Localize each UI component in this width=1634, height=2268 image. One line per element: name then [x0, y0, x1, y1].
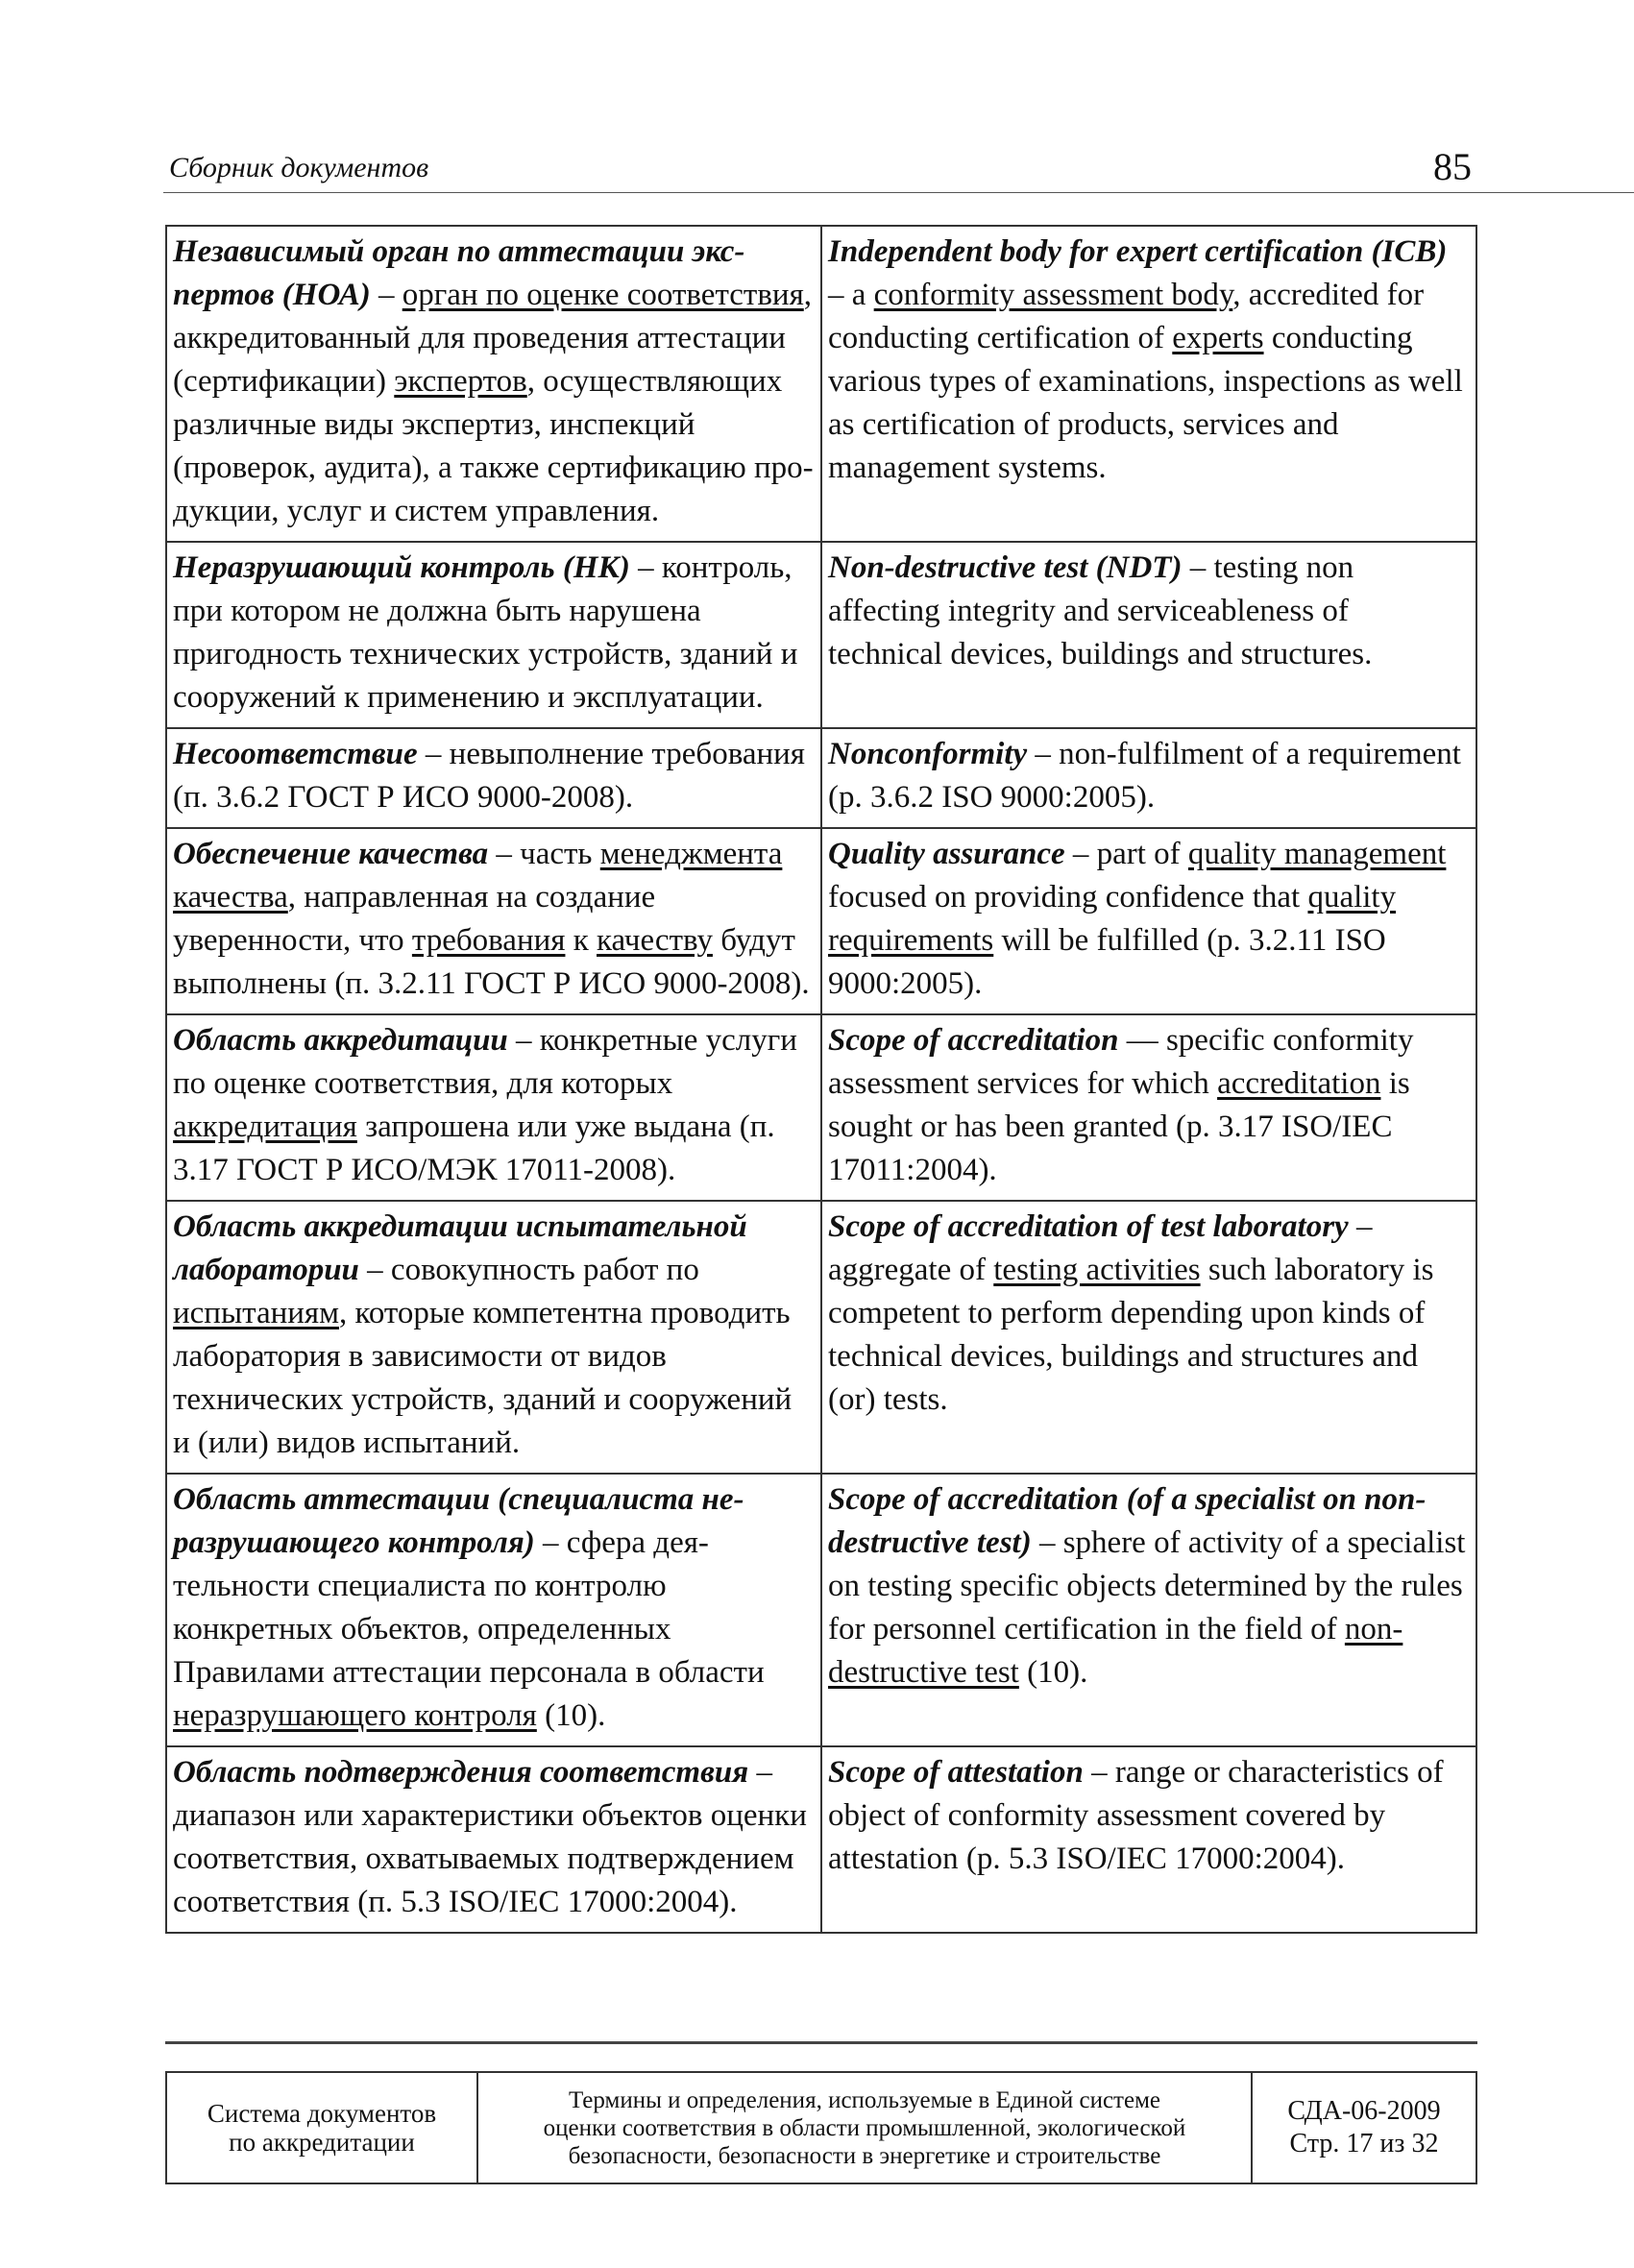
footer-system-line2: по аккредитации: [229, 2128, 415, 2157]
terms-table-body: [166, 226, 1476, 1933]
definition-text: – a: [828, 278, 874, 312]
footer-row: [166, 2072, 1476, 2183]
term-name: Область аттестации (специалиста неразрушающего контроля): [173, 1482, 744, 1560]
definition-text: запрошена или уже выдана (п. 3.17 ГОСТ Р ИСО/МЭК 17011-2008).: [173, 1110, 775, 1187]
term-name: Область подтверждения соответствия: [173, 1755, 749, 1790]
definition-text: – non-fulfilment of a requirement (p. 3.6.2 ISO 9000:2005).: [828, 737, 1461, 815]
english-definition-cell: [821, 1014, 1476, 1201]
term-name: Scope of attestation: [828, 1755, 1084, 1790]
cross-reference-term: орган по оценке соответствия: [402, 278, 804, 312]
definition-text: – sphere of activity of a specialist on testing specific objects determined by the rules for personnel certification in the field of: [828, 1525, 1466, 1646]
term-name: Неразрушающий контроль (НК): [173, 550, 630, 585]
document-footer: [165, 2071, 1477, 2184]
definition-text: , аккредитованный для проведения аттестации (сертификации): [173, 278, 813, 399]
page-header: [163, 144, 1477, 194]
cross-reference-term: testing activities: [993, 1253, 1201, 1287]
term-name: Область аккредитации: [173, 1023, 508, 1058]
english-definition-cell: [821, 1201, 1476, 1474]
footer-title-line3: безопасности, безопасности в энергетике и строительстве: [568, 2142, 1161, 2169]
definition-text: – testing non affecting integrity and serviceableness of technical devices, buildings and structures.: [828, 550, 1373, 671]
cross-reference-term: quality management: [1187, 837, 1447, 871]
term-row: [166, 1201, 1476, 1474]
definition-text: – сфера деятельности специалиста по контролю конкретных объектов, определенных Правилами аттестации персонала в области: [173, 1525, 765, 1690]
definition-text: , направленная на создание уверенности, что: [173, 880, 656, 958]
footer-page-counter: Стр. 17 из 32: [1289, 2129, 1439, 2158]
cross-reference-term: аккредитация: [173, 1110, 357, 1144]
cross-reference-term: quality requirements: [828, 880, 1397, 958]
terms-table: [165, 225, 1477, 1934]
definition-text: such laboratory is competent to perform depending upon kinds of technical devices, buildings and structures and (or) tests.: [828, 1253, 1434, 1417]
footer-document-code: СДА-06-2009: [1287, 2096, 1441, 2126]
footer-system-cell: [166, 2072, 477, 2183]
cross-reference-term: неразрушающего контроля: [173, 1698, 537, 1733]
term-name: Nonconformity: [828, 737, 1028, 771]
cross-reference-term: experts: [1172, 321, 1264, 355]
russian-definition-cell: [166, 1746, 821, 1933]
term-name: Область аккредитации испытательной лаборатории: [173, 1209, 747, 1287]
definition-text: – aggregate of: [828, 1209, 1373, 1287]
russian-definition-cell: [166, 542, 821, 728]
cross-reference-term: требования: [411, 923, 566, 958]
definition-text: – диапазон или характеристики объектов оценки соответствия, охватываемых подтверждением соответствия (п. 5.3 ISO/IEC 17000:2004).: [173, 1755, 807, 1919]
term-row: [166, 1746, 1476, 1933]
page-number: 85: [1433, 145, 1472, 188]
definition-text: к: [565, 923, 597, 958]
definition-text: is sought or has been granted (p. 3.17 ISO/IEC 17011:2004).: [828, 1066, 1410, 1187]
definition-text: – part of: [1064, 837, 1188, 871]
definition-text: будут выполнены (п. 3.2.11 ГОСТ Р ИСО 9000-2008).: [173, 923, 810, 1001]
term-name: Independent body for expert certification (ICB): [828, 234, 1448, 269]
definition-text: — specific conformity assessment services for which: [828, 1023, 1414, 1101]
footer-title-line1: Термины и определения, используемые в Единой системе: [568, 2086, 1160, 2113]
term-name: Scope of accreditation of test laboratory: [828, 1209, 1349, 1244]
definition-text: will be fulfilled (p. 3.2.11 ISO 9000:2005).: [828, 923, 1386, 1001]
cross-reference-term: экспертов: [394, 364, 527, 399]
footer-system-line1: Система документов: [207, 2099, 437, 2128]
footer-separator: [165, 2041, 1477, 2044]
term-row: [166, 728, 1476, 828]
definition-text: (10).: [1018, 1655, 1088, 1690]
term-name: Scope of accreditation: [828, 1023, 1119, 1058]
term-row: [166, 226, 1476, 542]
english-definition-cell: [821, 1746, 1476, 1933]
header-rule: [163, 192, 1634, 193]
russian-definition-cell: [166, 728, 821, 828]
definition-text: (10).: [536, 1698, 606, 1733]
footer-code-cell: [1252, 2072, 1476, 2183]
english-definition-cell: [821, 226, 1476, 542]
english-definition-cell: [821, 1474, 1476, 1746]
definition-text: , осуществляющих различные виды экспертиз, инспекций (проверок, аудита), а также сертификацию продукции, услуг и систем управления.: [173, 364, 814, 528]
russian-definition-cell: [166, 1474, 821, 1746]
definition-text: , которые компетентна проводить лаборатория в зависимости от видов технических устройств, зданий и сооружений и (или) видов испытаний.: [173, 1296, 793, 1460]
cross-reference-term: conformity assessment body: [873, 278, 1233, 312]
definition-text: – совокупность работ по: [358, 1253, 699, 1287]
term-row: [166, 828, 1476, 1014]
term-name: Обеспечение качества: [173, 837, 489, 871]
collection-title: Сборник документов: [169, 152, 429, 183]
term-name: Non-destructive test (NDT): [828, 550, 1183, 585]
definition-text: – невыполнение требования (п. 3.6.2 ГОСТ Р ИСО 9000-2008).: [173, 737, 805, 815]
russian-definition-cell: [166, 1201, 821, 1474]
definition-text: – конкретные услуги по оценке соответствия, для которых: [173, 1023, 797, 1101]
footer-document-title-cell: [477, 2072, 1252, 2183]
definition-text: , accredited for conducting certification of: [828, 278, 1425, 355]
definition-text: –: [370, 278, 402, 312]
footer-title-line2: оценки соответствия в области промышленной, экологической: [543, 2114, 1186, 2141]
term-row: [166, 542, 1476, 728]
term-name: Quality assurance: [828, 837, 1065, 871]
cross-reference-term: качеству: [597, 923, 713, 958]
term-row: [166, 1014, 1476, 1201]
definition-text: – range or characteristics of object of conformity assessment covered by attestation (p. 5.3 ISO/IEC 17000:2004).: [828, 1755, 1444, 1876]
cross-reference-term: испытаниям: [173, 1296, 339, 1330]
russian-definition-cell: [166, 828, 821, 1014]
definition-text: focused on providing confidence that: [828, 880, 1308, 915]
term-name: Несоответствие: [173, 737, 418, 771]
definition-text: conducting various types of examinations, inspections as well as certification of products, services and management systems.: [828, 321, 1463, 485]
term-name: Независимый орган по аттестации экспертов (НОА): [173, 234, 745, 312]
term-name: Scope of accreditation (of a specialist on non-destructive test): [828, 1482, 1427, 1560]
definition-text: – часть: [488, 837, 600, 871]
term-row: [166, 1474, 1476, 1746]
english-definition-cell: [821, 728, 1476, 828]
cross-reference-term: non-destructive test: [828, 1612, 1403, 1690]
english-definition-cell: [821, 542, 1476, 728]
english-definition-cell: [821, 828, 1476, 1014]
russian-definition-cell: [166, 226, 821, 542]
cross-reference-term: менеджмента качества: [173, 837, 783, 915]
cross-reference-term: accreditation: [1217, 1066, 1381, 1101]
definition-text: – контроль, при котором не должна быть нарушена пригодность технических устройств, зданий и сооружений к применению и эксплуатации.: [173, 550, 798, 715]
russian-definition-cell: [166, 1014, 821, 1201]
